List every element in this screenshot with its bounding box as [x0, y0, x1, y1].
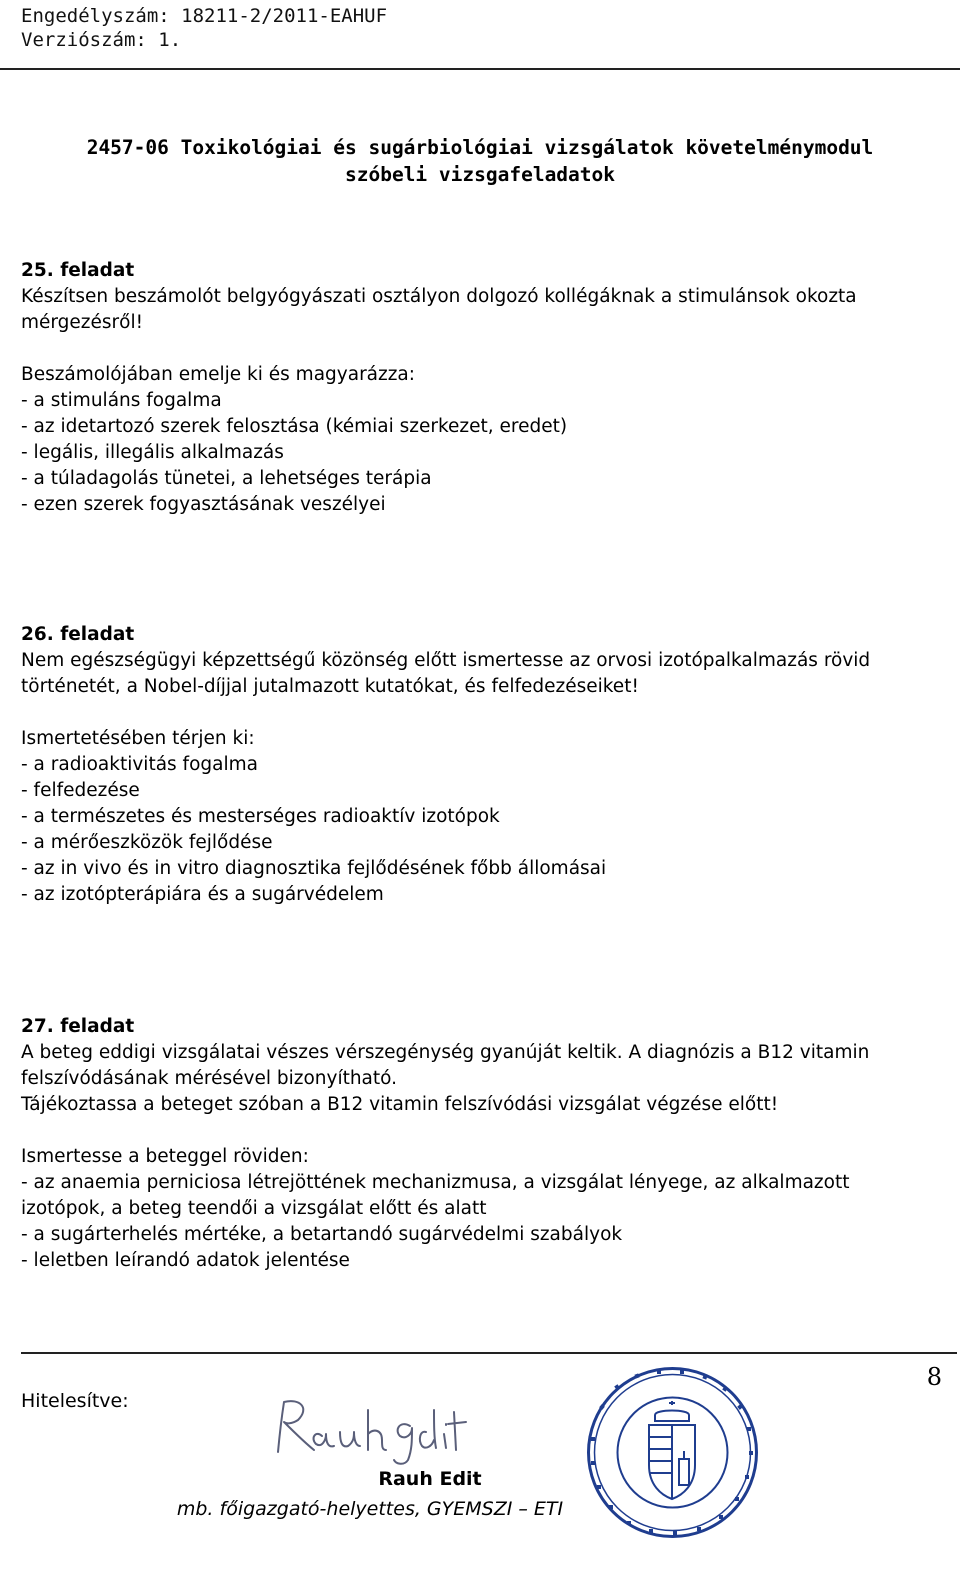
license-number: Engedélyszám: 18211-2/2011-EAHUF: [21, 5, 388, 27]
task-title: 26. feladat: [21, 624, 135, 645]
footer-divider: [21, 1352, 957, 1354]
task-intro-line: történetét, a Nobel-díjjal jutalmazott kutatókat, és felfedezéseiket!: [21, 676, 639, 697]
document-title: [0, 134, 960, 188]
list-item: - ezen szerek fogyasztásának veszélyei: [21, 494, 386, 515]
institution-seal: [585, 1365, 760, 1544]
authentication-label: Hitelesítve:: [21, 1390, 129, 1412]
list-item: - legális, illegális alkalmazás: [21, 442, 284, 463]
task-intro-line: Tájékoztassa a beteget szóban a B12 vitamin felszívódási vizsgálat végzése előtt!: [21, 1094, 779, 1115]
list-item: - felfedezése: [21, 780, 140, 801]
list-item: - leletben leírandó adatok jelentése: [21, 1250, 350, 1271]
task-intro-line: A beteg eddigi vizsgálatai vészes vérszegénység gyanúját keltik. A diagnózis a B12 vitamin: [21, 1042, 870, 1063]
list-item: - a természetes és mesterséges radioaktív izotópok: [21, 806, 500, 827]
task-lead: Ismertetésében térjen ki:: [21, 728, 255, 749]
task-lead: Ismertesse a beteggel röviden:: [21, 1146, 309, 1167]
task-lead: Beszámolójában emelje ki és magyarázza:: [21, 364, 416, 385]
task-intro-line: mérgezésről!: [21, 312, 144, 333]
header-divider: [0, 68, 960, 70]
document-title-line-1: 2457-06 Toxikológiai és sugárbiológiai vizsgálatok követelménymodul: [86, 136, 874, 159]
list-item: - az idetartozó szerek felosztása (kémiai szerkezet, eredet): [21, 416, 568, 437]
task-25: [21, 258, 941, 518]
task-title: 27. feladat: [21, 1016, 135, 1037]
handwritten-signature: [270, 1390, 470, 1474]
task-intro-line: Készítsen beszámolót belgyógyászati osztályon dolgozó kollégáknak a stimulánsok okozta: [21, 286, 857, 307]
list-item: - a radioaktivitás fogalma: [21, 754, 258, 775]
list-item: - a túladagolás tünetei, a lehetséges terápia: [21, 468, 432, 489]
list-item: izotópok, a beteg teendői a vizsgálat előtt és alatt: [21, 1198, 487, 1219]
task-26: [21, 622, 941, 908]
task-title: 25. feladat: [21, 260, 135, 281]
list-item: - az in vivo és in vitro diagnosztika fejlődésének főbb állomásai: [21, 858, 607, 879]
list-item: - a stimuláns fogalma: [21, 390, 222, 411]
signer-role: mb. főigazgató-helyettes, GYEMSZI – ETI: [176, 1498, 564, 1520]
list-item: - az izotópterápiára és a sugárvédelem: [21, 884, 384, 905]
page-header: [21, 4, 387, 52]
list-item: - a mérőeszközök fejlődése: [21, 832, 273, 853]
task-27: [21, 1014, 941, 1274]
list-item: - a sugárterhelés mértéke, a betartandó sugárvédelmi szabályok: [21, 1224, 623, 1245]
page-number: 8: [926, 1363, 942, 1391]
task-intro-line: felszívódásának mérésével bizonyítható.: [21, 1068, 398, 1089]
signer-name: Rauh Edit: [378, 1468, 482, 1490]
version-number: Verziószám: 1.: [21, 29, 182, 51]
task-intro-line: Nem egészségügyi képzettségű közönség előtt ismertesse az orvosi izotópalkalmazás rövid: [21, 650, 871, 671]
document-title-line-2: szóbeli vizsgafeladatok: [344, 163, 616, 186]
list-item: - az anaemia perniciosa létrejöttének mechanizmusa, a vizsgálat lényege, az alkalmazott: [21, 1172, 850, 1193]
